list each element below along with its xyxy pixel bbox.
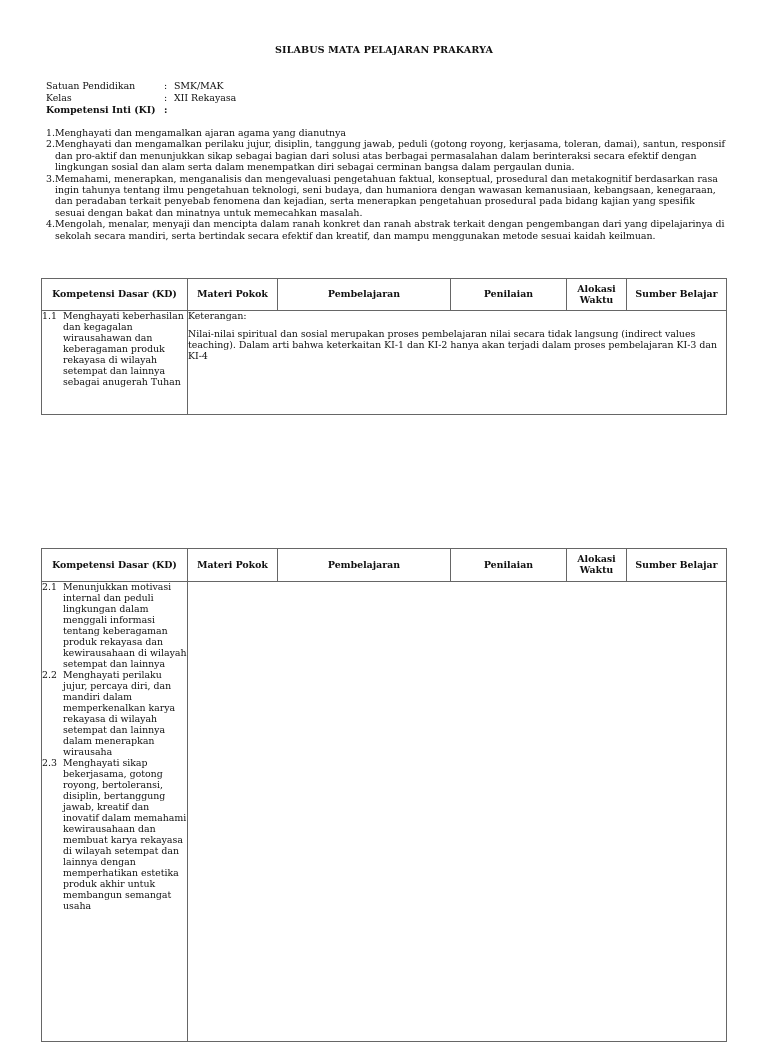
header-alokasi (567, 549, 627, 582)
kd-item (42, 582, 187, 670)
kd-text: Menghayati sikap bekerjasama, gotong royong, bertoleransi, disiplin, bertanggung jawab, kreatif dan inovatif dalam memahami kewirausahaan dan membuat karya rekayasa di wilayah setempat dan lainnya dengan memperhatikan estetika produk akhir untuk membangun semangat usaha (63, 758, 187, 912)
kelas-label: Kelas (46, 93, 72, 104)
document-title: SILABUS MATA PELAJARAN PRAKARYA (275, 45, 493, 56)
header-alokasi-line2: Waktu (579, 294, 614, 306)
kelas-row (46, 93, 236, 105)
colon: : (164, 105, 168, 116)
ki-number: 2. (46, 139, 55, 151)
header-sumber: Sumber Belajar (627, 549, 727, 582)
kd-table-2 (41, 548, 727, 1042)
keterangan-cell (188, 311, 727, 415)
header-materi: Materi Pokok (188, 279, 278, 311)
kd-item (42, 758, 187, 912)
ki-item (46, 219, 726, 242)
header-alokasi-line1: Alokasi (577, 554, 616, 565)
ki-text: Memahami, menerapkan, menganalisis dan mengevaluasi pengetahuan faktual, konseptual, prosedural dan metakognitif berdasarkan rasa ingin tahunya tentang ilmu pengetahuan teknologi, seni budaya, dan humaniora dengan wawasan kemanusiaan, kebangsaan, kenegaraan, dan peradaban terkait penyebab fenomena dan kejadian, serta menerapkan pengetahuan prosedural pada bidang kajian yang spesifik sesuai dengan bakat dan minatnya untuk memecahkan masalah. (55, 173, 718, 219)
header-alokasi (567, 279, 627, 311)
colon: : (164, 81, 168, 92)
kd-number: 2.3 (42, 758, 57, 769)
header-kd: Kompetensi Dasar (KD) (42, 279, 188, 311)
kd-text: Menghayati perilaku jujur, percaya diri, dan mandiri dalam memperkenalkan karya rekayasa di wilayah setempat dan lainnya dalam menerapkan wirausaha (63, 670, 176, 758)
ki-text: Mengolah, menalar, menyaji dan mencipta dalam ranah konkret dan ranah abstrak terkait dengan pengembangan dari yang dipelajarinya di sekolah secara mandiri, serta bertindak secara efektif dan kreatif, dan mampu menggunakan metode sesuai kaidah keilmuan. (55, 219, 725, 242)
table-row (42, 311, 727, 415)
ki-item (46, 128, 726, 139)
kd-number: 2.1 (42, 582, 57, 593)
kd-item (42, 670, 187, 758)
header-pembelajaran: Pembelajaran (278, 549, 451, 582)
kelas-value: XII Rekayasa (174, 93, 237, 104)
kd-number: 2.2 (42, 670, 57, 681)
kd-number: 1.1 (42, 311, 57, 322)
header-materi: Materi Pokok (188, 549, 278, 582)
ki-item (46, 139, 726, 173)
kd-cell (42, 311, 188, 415)
keterangan-label: Keterangan: (188, 311, 247, 322)
keterangan-text: Nilai-nilai spiritual dan sosial merupakan proses pembelajaran nilai secara tidak langsung (indirect values teaching). Dalam arti bahwa keterkaitan KI-1 dan KI-2 hanya akan terjadi dalam proses pembelajaran KI-3 dan KI-4 (188, 329, 717, 362)
kd-item (42, 311, 187, 388)
kd-text: Menunjukkan motivasi internal dan peduli lingkungan dalam menggali informasi tentang keberagaman produk rekayasa dan kewirausahaan di wilayah setempat dan lainnya (63, 582, 187, 670)
satuan-value: SMK/MAK (174, 81, 224, 92)
empty-content-cell (188, 582, 727, 1042)
ki-label: Kompetensi Inti (KI) (46, 105, 156, 116)
header-pembelajaran: Pembelajaran (278, 279, 451, 311)
header-sumber: Sumber Belajar (627, 279, 727, 311)
colon: : (164, 93, 168, 104)
info-block (46, 81, 236, 117)
header-alokasi-line1: Alokasi (577, 283, 616, 295)
header-alokasi-line2: Waktu (579, 565, 614, 576)
table-row (42, 582, 727, 1042)
ki-list (46, 128, 726, 242)
header-penilaian: Penilaian (451, 279, 567, 311)
kd-text: Menghayati keberhasilan dan kegagalan wirausahawan dan keberagaman produk rekayasa di wilayah setempat dan lainnya sebagai anugerah Tuhan (63, 311, 184, 388)
header-penilaian: Penilaian (451, 549, 567, 582)
ki-number: 1. (46, 128, 55, 139)
satuan-row (46, 81, 236, 93)
header-kd: Kompetensi Dasar (KD) (42, 549, 188, 582)
ki-text: Menghayati dan mengamalkan perilaku jujur, disiplin, tanggung jawab, peduli (gotong royong, kerjasama, toleran, damai), santun, responsif dan pro-aktif dan menunjukkan sikap sebagai bagian dari solusi atas berbagai permasalahan dalam berinteraksi secara efektif dengan lingkungan sosial dan alam serta dalam menempatkan diri sebagai cerminan bangsa dalam pergaulan dunia. (55, 139, 725, 174)
ki-item (46, 174, 726, 220)
ki-row (46, 105, 236, 117)
table-header-row (42, 549, 727, 582)
satuan-label: Satuan Pendidikan (46, 81, 136, 92)
ki-number: 4. (46, 219, 55, 231)
ki-text: Menghayati dan mengamalkan ajaran agama yang dianutnya (55, 128, 346, 139)
kd-table-1 (41, 278, 727, 415)
table-header-row (42, 279, 727, 311)
ki-number: 3. (46, 173, 55, 185)
kd-cell (42, 582, 188, 1042)
